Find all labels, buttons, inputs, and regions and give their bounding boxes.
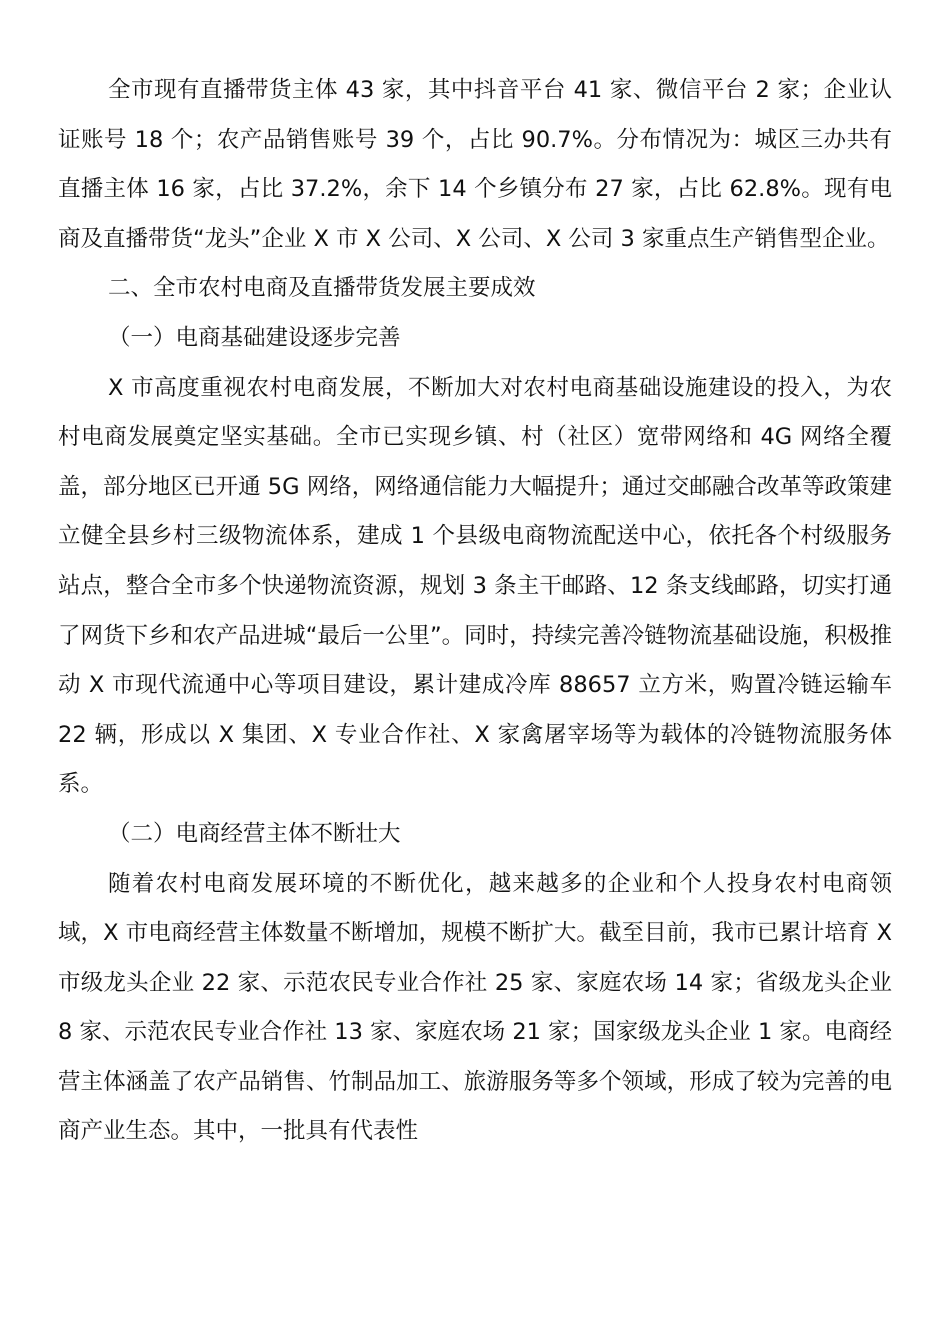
- document-body: [58, 66, 892, 1157]
- paragraph-infrastructure: X 市高度重视农村电商发展，不断加大对农村电商基础设施建设的投入，为农村电商发展奠定坚实基础。全市已实现乡镇、村（社区）宽带网络和 4G 网络全覆盖，部分地区已开通 5G 网络，网络通信能力大幅提升；通过交邮融合改革等政策建立健全县乡村三级物流体系，建成 1 个县级电商物流配送中心，依托各个村级服务站点，整合全市多个快递物流资源，规划 3 条主干邮路、12 条支线邮路，切实打通了网货下乡和农产品进城“最后一公里”。同时，持续完善冷链物流基础设施，积极推动 X 市现代流通中心等项目建设，累计建成冷库 88657 立方米，购置冷链运输车 22 辆，形成以 X 集团、X 专业合作社、X 家禽屠宰场等为载体的冷链物流服务体系。: [58, 374, 892, 798]
- subsection-heading-1: （一）电商基础建设逐步完善: [108, 324, 401, 351]
- section-heading-2: 二、全市农村电商及直播带货发展主要成效: [108, 275, 536, 302]
- paragraph-business-entities: 随着农村电商发展环境的不断优化，越来越多的企业和个人投身农村电商领域，X 市电商经营主体数量不断增加，规模不断扩大。截至目前，我市已累计培育 X 市级龙头企业 22 家、示范农民专业合作社 25 家、家庭农场 14 家；省级龙头企业 8 家、示范农民专业合作社 13 家、家庭农场 21 家；国家级龙头企业 1 家。电商经营主体涵盖了农产品销售、竹制品加工、旅游服务等多个领域，形成了较为完善的电商产业生态。其中，一批具有代表性: [58, 870, 892, 1145]
- paragraph-livestream-overview: 全市现有直播带货主体 43 家，其中抖音平台 41 家、微信平台 2 家；企业认证账号 18 个；农产品销售账号 39 个，占比 90.7%。分布情况为：城区三办共有直播主体 16 家，占比 37.2%，余下 14 个乡镇分布 27 家，占比 62.8%。现有电商及直播带货“龙头”企业 X 市 X 公司、X 公司、X 公司 3 家重点生产销售型企业。: [58, 77, 892, 252]
- subsection-heading-2: （二）电商经营主体不断壮大: [108, 820, 401, 847]
